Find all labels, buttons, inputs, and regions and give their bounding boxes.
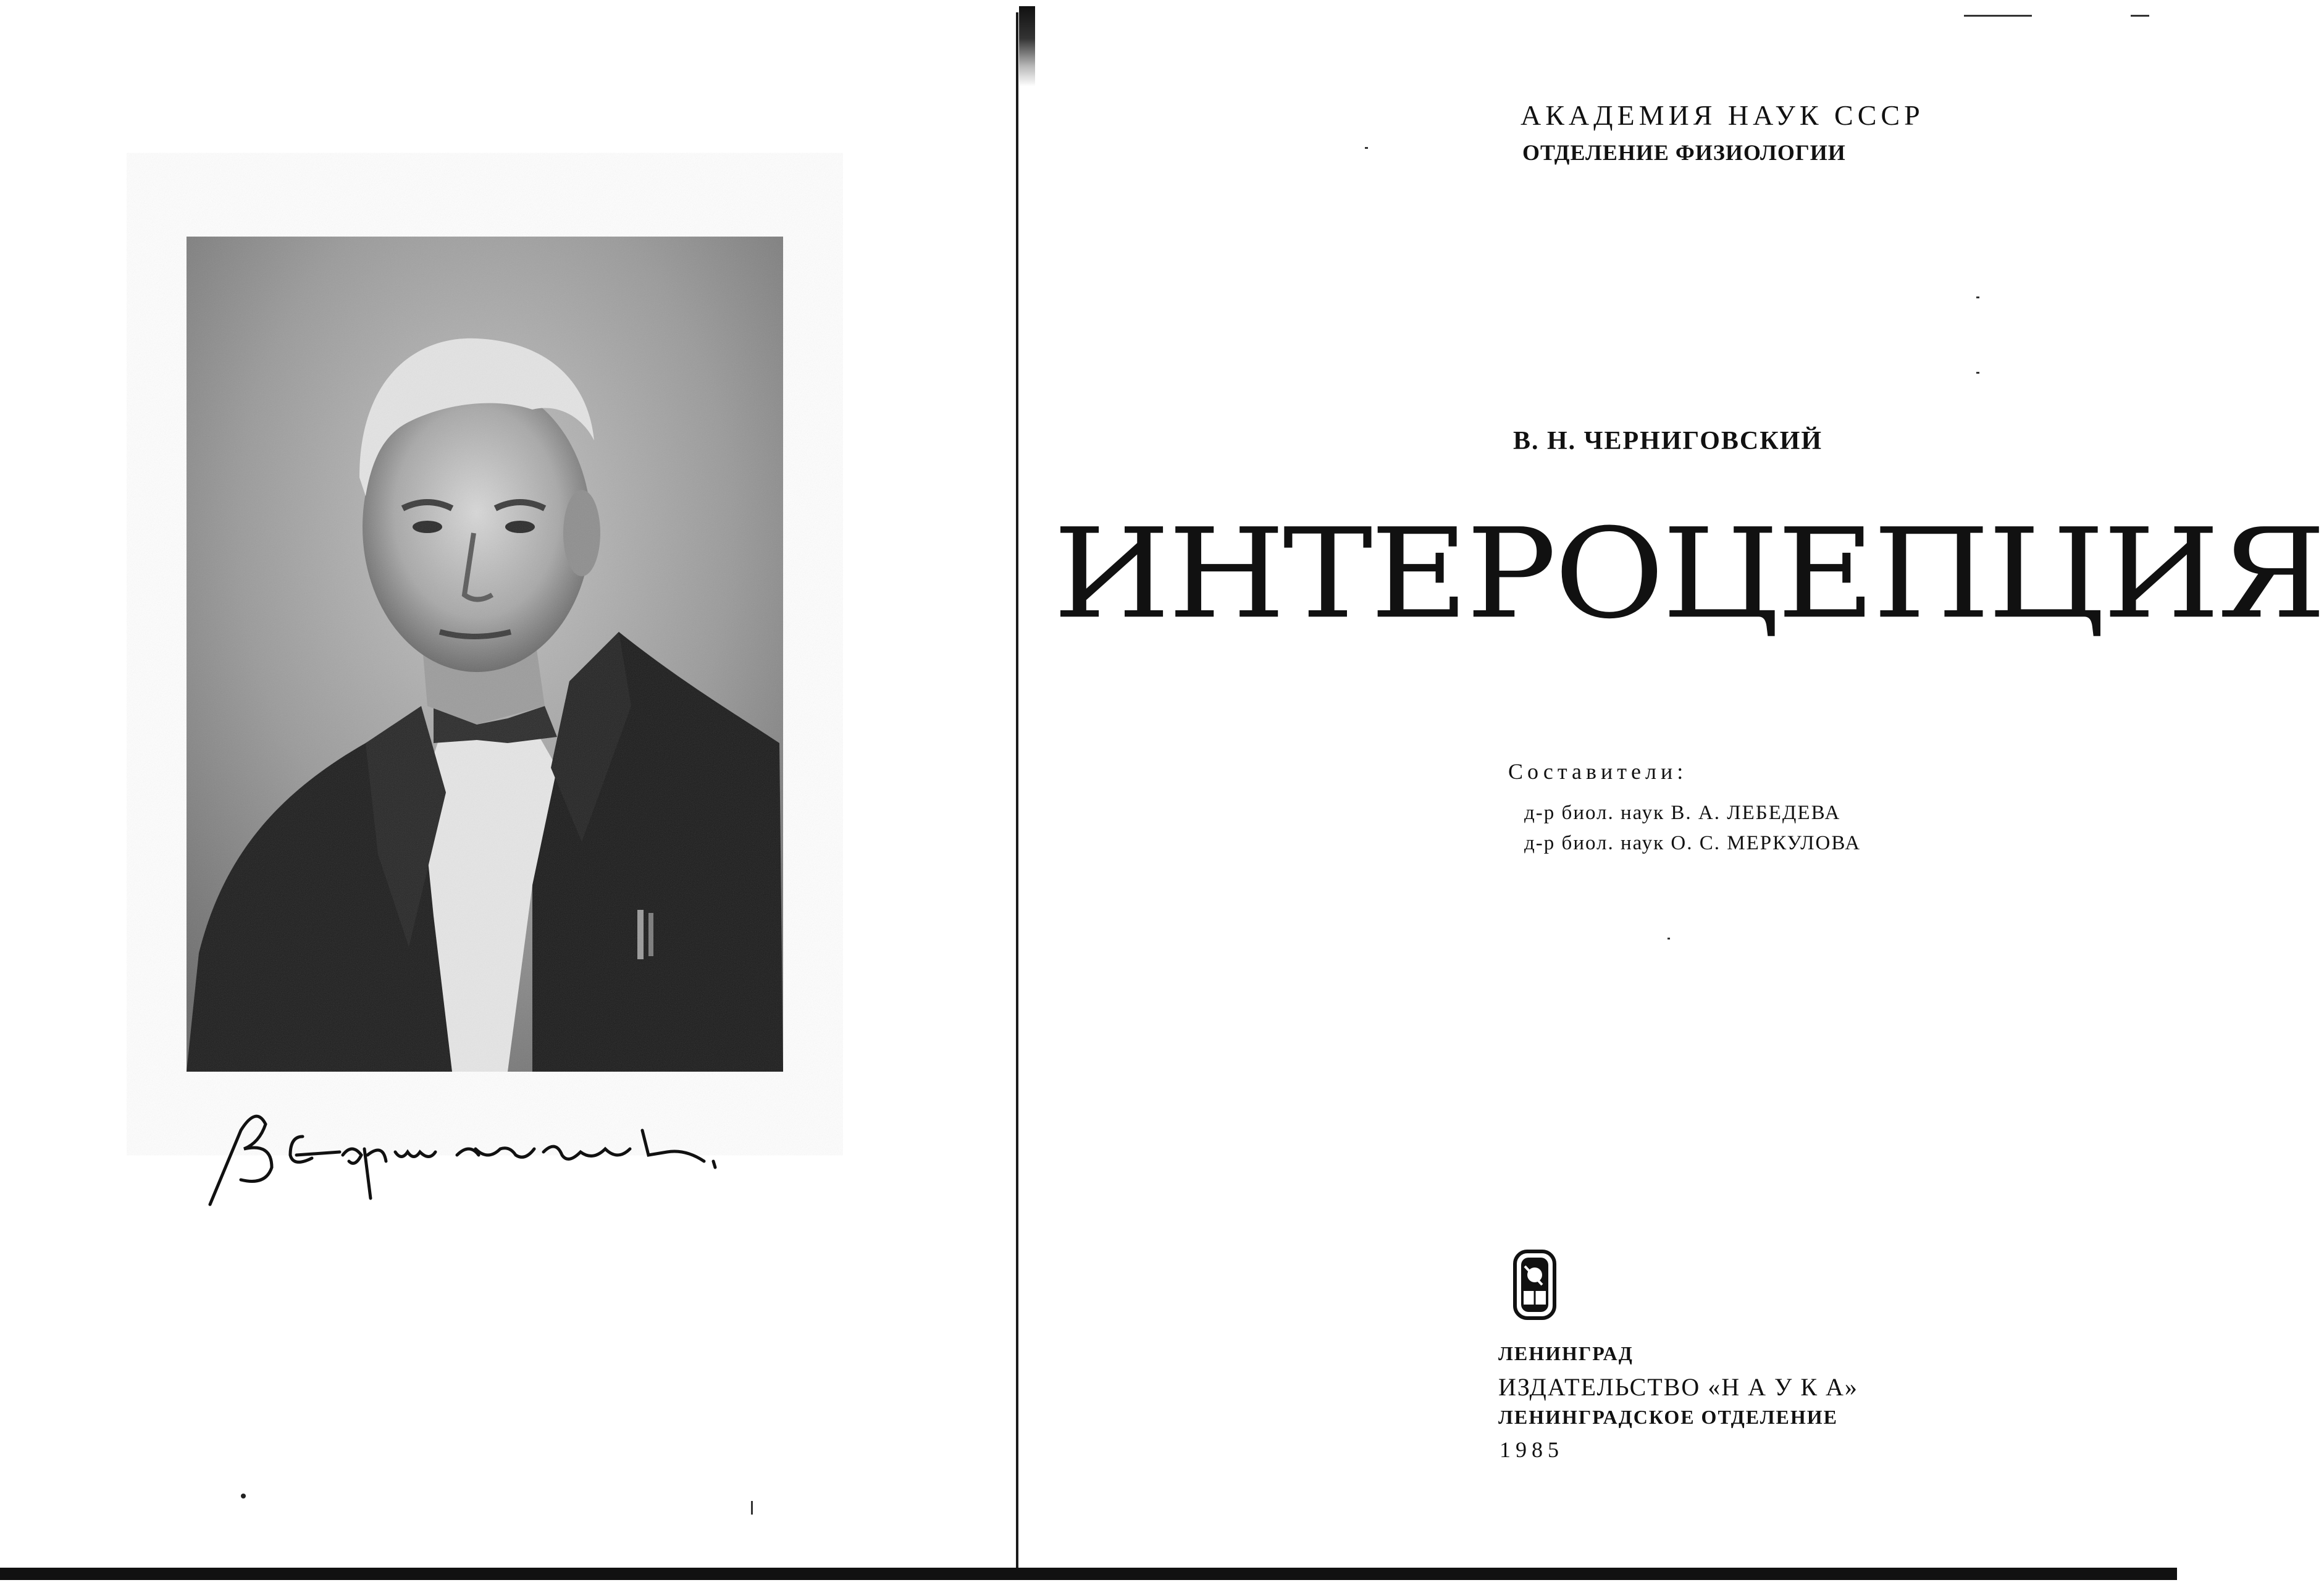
page-mark: [2131, 15, 2149, 17]
publication-city: ЛЕНИНГРАД: [1498, 1342, 1634, 1364]
left-page: [0, 0, 1016, 1569]
publisher-emblem-icon: [1510, 1248, 1559, 1322]
page-mark: [1964, 15, 2032, 17]
page-mark: [1976, 372, 1979, 374]
book-title: ИНТЕРОЦЕПЦИЯ: [1053, 502, 2324, 647]
academy-name: АКАДЕМИЯ НАУК СССР: [1521, 99, 1924, 131]
publisher-branch: ЛЕНИНГРАДСКОЕ ОТДЕЛЕНИЕ: [1498, 1406, 1839, 1428]
compiler-name: д-р биол. наук О. С. МЕРКУЛОВА: [1524, 832, 1861, 854]
author-signature: [198, 1093, 772, 1217]
compiler-name: д-р биол. наук В. А. ЛЕБЕДЕВА: [1524, 802, 1841, 824]
publication-year: 1985: [1500, 1437, 1564, 1462]
page-mark: [1976, 296, 1979, 298]
page-mark: [1667, 938, 1670, 939]
title-page: [1019, 0, 2324, 1569]
publisher-name: ИЗДАТЕЛЬСТВО «Н А У К А»: [1498, 1373, 1858, 1401]
author-name: В. Н. ЧЕРНИГОВСКИЙ: [1513, 427, 1823, 455]
page-mark: [751, 1501, 753, 1515]
page-speck: [241, 1494, 246, 1498]
page-bottom-edge: [0, 1568, 2177, 1580]
department-name: ОТДЕЛЕНИЕ ФИЗИОЛОГИИ: [1522, 140, 1846, 165]
gutter-line: [1016, 12, 1018, 1578]
author-portrait-photo: [187, 237, 783, 1072]
page-mark: [1365, 147, 1368, 149]
compilers-heading: Составители:: [1508, 759, 1688, 784]
